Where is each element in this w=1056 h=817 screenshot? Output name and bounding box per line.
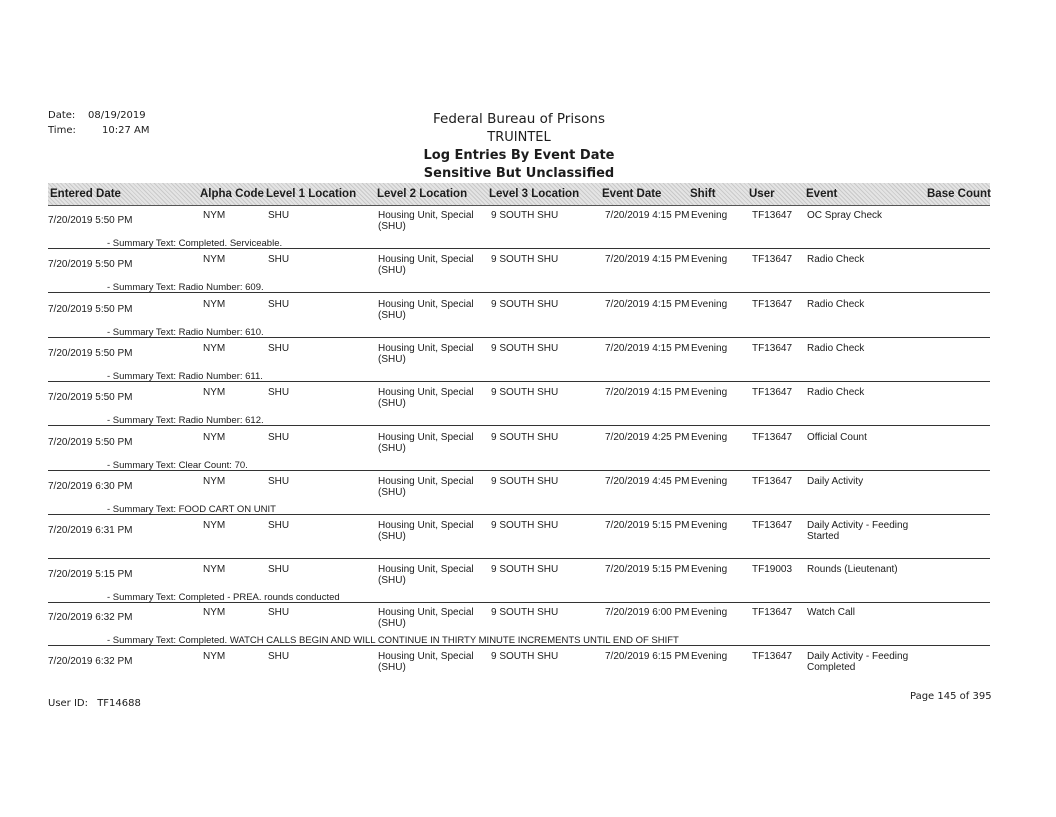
user-id-value: TF14688	[97, 698, 141, 709]
level2-cell: Housing Unit, Special (SHU)	[378, 476, 474, 498]
col-entered-date: Entered Date	[50, 188, 121, 200]
level1-cell: SHU	[268, 254, 290, 265]
shift-cell: Evening	[691, 607, 728, 618]
alpha-code-cell: NYM	[203, 210, 226, 221]
summary-text: - Summary Text: Radio Number: 612.	[107, 415, 264, 426]
event-date-cell: 7/20/2019 4:15 PM	[605, 299, 690, 310]
col-level1: Level 1 Location	[266, 188, 357, 200]
shift-cell: Evening	[691, 564, 728, 575]
user-cell: TF19003	[752, 564, 793, 575]
event-cell: Official Count	[807, 432, 867, 443]
page-number: Page 145 of 395	[910, 691, 992, 702]
event-date-cell: 7/20/2019 5:15 PM	[605, 520, 690, 531]
user-cell: TF13647	[752, 607, 793, 618]
row-divider	[48, 425, 990, 426]
event-cell: Radio Check	[807, 299, 865, 310]
level3-cell: 9 SOUTH SHU	[491, 432, 559, 443]
alpha-code-cell: NYM	[203, 607, 226, 618]
level1-cell: SHU	[268, 651, 290, 662]
shift-cell: Evening	[691, 299, 728, 310]
summary-text: - Summary Text: Clear Count: 70.	[107, 460, 248, 471]
event-cell: Daily Activity	[807, 476, 864, 487]
summary-text: - Summary Text: Completed - PREA. rounds conducted	[107, 592, 340, 603]
row-divider	[48, 558, 990, 559]
alpha-code-cell: NYM	[203, 476, 226, 487]
user-cell: TF13647	[752, 432, 793, 443]
row-divider	[48, 645, 990, 646]
level2-cell: Housing Unit, Special (SHU)	[378, 299, 474, 321]
alpha-code-cell: NYM	[203, 299, 226, 310]
shift-cell: Evening	[691, 210, 728, 221]
level3-cell: 9 SOUTH SHU	[491, 651, 559, 662]
col-event-date: Event Date	[602, 188, 662, 200]
level3-cell: 9 SOUTH SHU	[491, 254, 559, 265]
entered-date-cell: 7/20/2019 5:50 PM	[48, 304, 133, 315]
row-divider	[48, 381, 990, 382]
col-level2: Level 2 Location	[377, 188, 468, 200]
entered-date-cell: 7/20/2019 5:50 PM	[48, 215, 133, 226]
level2-cell: Housing Unit, Special (SHU)	[378, 564, 474, 586]
user-cell: TF13647	[752, 299, 793, 310]
shift-cell: Evening	[691, 387, 728, 398]
entered-date-cell: 7/20/2019 5:50 PM	[48, 392, 133, 403]
event-cell: OC Spray Check	[807, 210, 883, 221]
shift-cell: Evening	[691, 476, 728, 487]
level1-cell: SHU	[268, 210, 290, 221]
alpha-code-cell: NYM	[203, 651, 226, 662]
alpha-code-cell: NYM	[203, 343, 226, 354]
event-date-cell: 7/20/2019 4:45 PM	[605, 476, 690, 487]
level3-cell: 9 SOUTH SHU	[491, 564, 559, 575]
event-cell: Radio Check	[807, 343, 865, 354]
level2-cell: Housing Unit, Special (SHU)	[378, 607, 474, 629]
event-date-cell: 7/20/2019 4:25 PM	[605, 432, 690, 443]
level2-cell: Housing Unit, Special (SHU)	[378, 343, 474, 365]
event-cell: Watch Call	[807, 607, 855, 618]
event-cell: Radio Check	[807, 387, 865, 398]
report-agency: Federal Bureau of Prisons	[433, 111, 605, 127]
level2-cell: Housing Unit, Special (SHU)	[378, 254, 474, 276]
user-cell: TF13647	[752, 343, 793, 354]
date-label: Date:	[48, 110, 76, 121]
level3-cell: 9 SOUTH SHU	[491, 476, 559, 487]
alpha-code-cell: NYM	[203, 432, 226, 443]
report-title: Log Entries By Event Date	[423, 148, 615, 163]
level1-cell: SHU	[268, 520, 290, 531]
print-date	[48, 110, 146, 121]
level1-cell: SHU	[268, 299, 290, 310]
level1-cell: SHU	[268, 564, 290, 575]
alpha-code-cell: NYM	[203, 564, 226, 575]
level1-cell: SHU	[268, 607, 290, 618]
entered-date-cell: 7/20/2019 6:31 PM	[48, 525, 133, 536]
level2-cell: Housing Unit, Special (SHU)	[378, 210, 474, 232]
row-divider	[48, 248, 990, 249]
entered-date-cell: 7/20/2019 5:50 PM	[48, 348, 133, 359]
entered-date-cell: 7/20/2019 6:30 PM	[48, 481, 133, 492]
col-user: User	[749, 188, 775, 200]
report-classification: Sensitive But Unclassified	[423, 166, 615, 181]
row-divider	[48, 514, 990, 515]
row-divider	[48, 602, 990, 603]
event-cell: Radio Check	[807, 254, 865, 265]
print-time	[48, 125, 149, 136]
shift-cell: Evening	[691, 520, 728, 531]
level3-cell: 9 SOUTH SHU	[491, 299, 559, 310]
event-date-cell: 7/20/2019 6:00 PM	[605, 607, 690, 618]
alpha-code-cell: NYM	[203, 254, 226, 265]
user-cell: TF13647	[752, 476, 793, 487]
level1-cell: SHU	[268, 432, 290, 443]
entered-date-cell: 7/20/2019 5:15 PM	[48, 569, 133, 580]
shift-cell: Evening	[691, 343, 728, 354]
alpha-code-cell: NYM	[203, 520, 226, 531]
col-event: Event	[806, 188, 838, 200]
level2-cell: Housing Unit, Special (SHU)	[378, 520, 474, 542]
event-cell: Daily Activity - Feeding Completed	[807, 651, 909, 673]
footer-user	[48, 698, 141, 709]
col-alpha-code: Alpha Code	[200, 188, 264, 200]
event-date-cell: 7/20/2019 5:15 PM	[605, 564, 690, 575]
col-level3: Level 3 Location	[489, 188, 580, 200]
event-date-cell: 7/20/2019 4:15 PM	[605, 210, 690, 221]
summary-text: - Summary Text: Completed. WATCH CALLS BEGIN AND WILL CONTINUE IN THIRTY MINUTE INCREMENTS UNTIL END OF SHIFT	[107, 635, 679, 646]
shift-cell: Evening	[691, 254, 728, 265]
entered-date-cell: 7/20/2019 5:50 PM	[48, 437, 133, 448]
event-date-cell: 7/20/2019 4:15 PM	[605, 343, 690, 354]
user-id-label: User ID:	[48, 698, 88, 709]
event-date-cell: 7/20/2019 4:15 PM	[605, 254, 690, 265]
level1-cell: SHU	[268, 387, 290, 398]
level2-cell: Housing Unit, Special (SHU)	[378, 651, 474, 673]
user-cell: TF13647	[752, 651, 793, 662]
summary-text: - Summary Text: Radio Number: 610.	[107, 327, 264, 338]
level2-cell: Housing Unit, Special (SHU)	[378, 387, 474, 409]
summary-text: - Summary Text: FOOD CART ON UNIT	[107, 504, 276, 515]
row-divider	[48, 337, 990, 338]
summary-text: - Summary Text: Radio Number: 609.	[107, 282, 264, 293]
row-divider	[48, 292, 990, 293]
level3-cell: 9 SOUTH SHU	[491, 520, 559, 531]
level3-cell: 9 SOUTH SHU	[491, 387, 559, 398]
level3-cell: 9 SOUTH SHU	[491, 210, 559, 221]
user-cell: TF13647	[752, 210, 793, 221]
row-divider	[48, 470, 990, 471]
col-base-count: Base Count	[927, 188, 991, 200]
date-value: 08/19/2019	[88, 110, 146, 121]
alpha-code-cell: NYM	[203, 387, 226, 398]
level3-cell: 9 SOUTH SHU	[491, 607, 559, 618]
shift-cell: Evening	[691, 432, 728, 443]
level1-cell: SHU	[268, 343, 290, 354]
event-date-cell: 7/20/2019 4:15 PM	[605, 387, 690, 398]
event-cell: Rounds (Lieutenant)	[807, 564, 898, 575]
user-cell: TF13647	[752, 387, 793, 398]
summary-text: - Summary Text: Radio Number: 611.	[107, 371, 263, 382]
user-cell: TF13647	[752, 254, 793, 265]
entered-date-cell: 7/20/2019 6:32 PM	[48, 612, 133, 623]
user-cell: TF13647	[752, 520, 793, 531]
summary-text: - Summary Text: Completed. Serviceable.	[107, 238, 283, 249]
level2-cell: Housing Unit, Special (SHU)	[378, 432, 474, 454]
event-cell: Daily Activity - Feeding Started	[807, 520, 909, 542]
level1-cell: SHU	[268, 476, 290, 487]
col-shift: Shift	[690, 188, 716, 200]
level3-cell: 9 SOUTH SHU	[491, 343, 559, 354]
report-system: TRUINTEL	[487, 130, 551, 145]
shift-cell: Evening	[691, 651, 728, 662]
time-label: Time:	[48, 125, 76, 136]
table-header	[48, 183, 990, 206]
entered-date-cell: 7/20/2019 5:50 PM	[48, 259, 133, 270]
entered-date-cell: 7/20/2019 6:32 PM	[48, 656, 133, 667]
event-date-cell: 7/20/2019 6:15 PM	[605, 651, 690, 662]
time-value: 10:27 AM	[102, 125, 150, 136]
